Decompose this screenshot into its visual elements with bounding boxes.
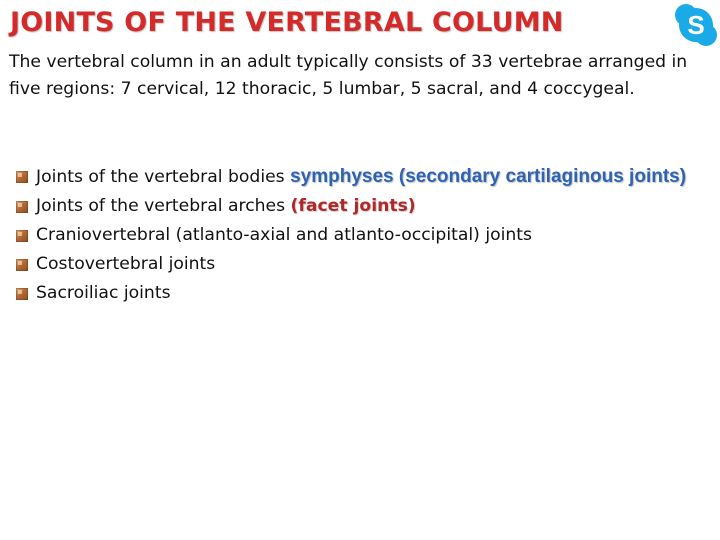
svg-text:S: S xyxy=(687,10,705,40)
bullet-item-craniovertebral xyxy=(16,222,706,249)
bullet-item-vertebral-arches xyxy=(16,193,706,220)
bullet-item-sacroiliac xyxy=(16,280,706,307)
highlight-red-text: (facet joints) xyxy=(290,196,416,216)
bullet-text: Costovertebral joints xyxy=(36,254,216,274)
highlight-blue-text: symphyses (secondary cartilaginous joints) xyxy=(290,166,687,187)
intro-paragraph: The vertebral column in an adult typically consists of 33 vertebrae arranged in five regions: 7 cervical, 12 thoracic, 5 lumbar, 5 sacral, and 4 coccygeal. xyxy=(9,52,688,99)
square-bullet-icon xyxy=(16,230,28,242)
bullet-text: Joints of the vertebral arches xyxy=(36,196,291,216)
slide-title: JOINTS OF THE VERTEBRAL COLUMN xyxy=(10,7,564,38)
bullet-item-costovertebral xyxy=(16,251,706,278)
bullet-item-vertebral-bodies xyxy=(16,163,706,191)
bullet-list xyxy=(16,163,706,309)
square-bullet-icon xyxy=(16,201,28,213)
skype-logo-icon xyxy=(673,3,719,47)
square-bullet-icon xyxy=(16,259,28,271)
square-bullet-icon xyxy=(16,171,28,183)
bullet-text: Craniovertebral (atlanto-axial and atlanto-occipital) joints xyxy=(36,225,532,245)
bullet-text: Joints of the vertebral bodies xyxy=(36,167,291,187)
bullet-text: Sacroiliac joints xyxy=(36,283,171,303)
square-bullet-icon xyxy=(16,288,28,300)
